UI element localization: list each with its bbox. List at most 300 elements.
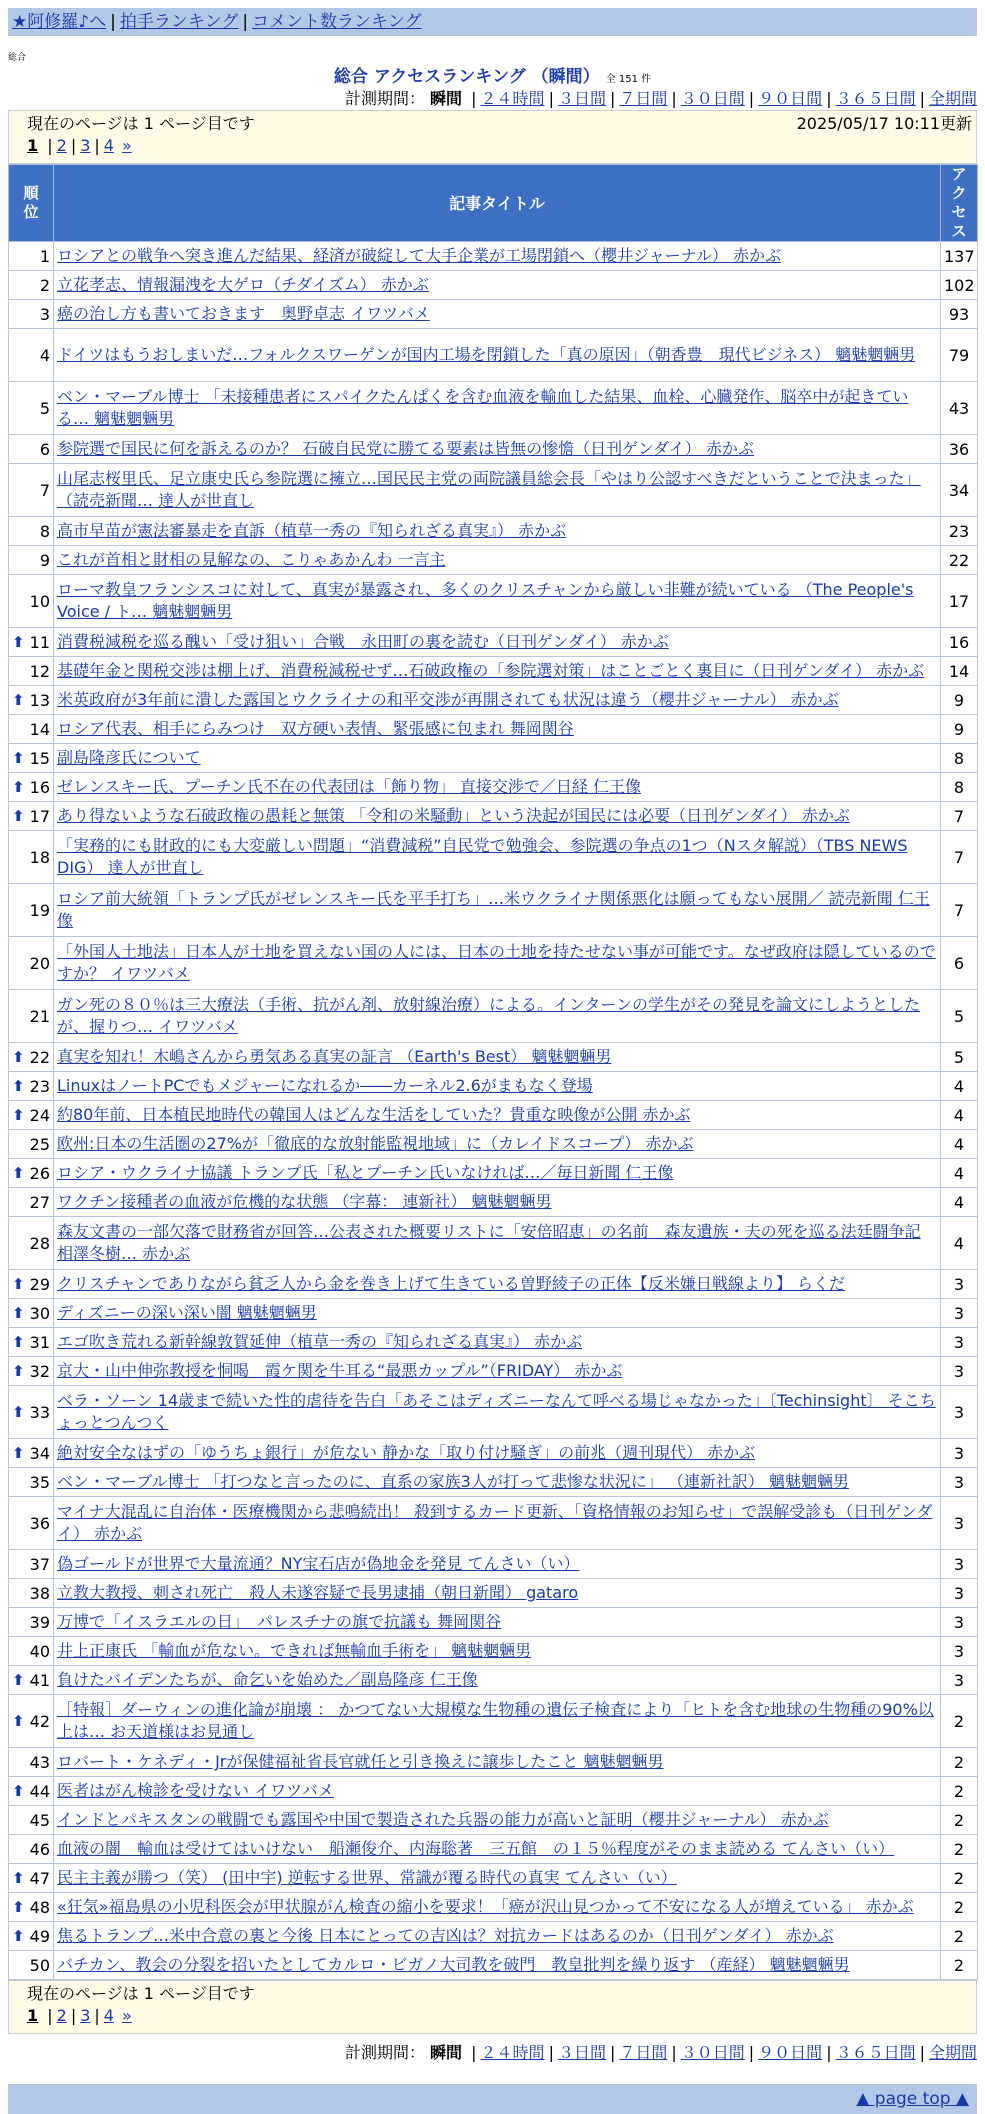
rank-cell — [9, 546, 54, 575]
ranking-title: 総合 アクセスランキング （瞬間） — [333, 67, 600, 87]
title-cell — [54, 1386, 941, 1439]
title-cell — [54, 1217, 941, 1270]
table-row — [9, 1299, 978, 1328]
article-link[interactable]: ロシア代表、相手にらみつけ 双方硬い表情、緊張感に包まれ 舞岡関谷 — [57, 719, 574, 738]
rank-cell — [9, 1159, 54, 1188]
article-link[interactable]: 民主主義が勝つ（笑） (田中宇) 逆転する世界、常識が覆る時代の真実 てんさい（い） — [57, 1868, 677, 1887]
table-row — [9, 242, 978, 271]
rank-cell — [9, 242, 54, 271]
current-page-text: 現在のページは 1 ページ目です — [27, 114, 255, 133]
period-selector — [0, 88, 977, 110]
page-link-bottom[interactable]: 2 — [56, 2006, 67, 2025]
access-count: 7 — [941, 884, 978, 937]
title-cell — [54, 1951, 941, 1980]
rank-cell — [9, 382, 54, 435]
rank-cell — [9, 1101, 54, 1130]
table-row — [9, 831, 978, 884]
title-cell — [54, 715, 941, 744]
title-cell — [54, 1497, 941, 1550]
period-label-bottom: 計測期間： — [344, 2043, 425, 2062]
period-separator: | — [671, 2043, 677, 2062]
period-separator: | — [826, 2043, 832, 2062]
title-cell — [54, 1550, 941, 1579]
period-selector-bottom — [0, 2042, 977, 2064]
table-row — [9, 300, 978, 329]
table-row — [9, 1777, 978, 1806]
access-count: 43 — [941, 382, 978, 435]
article-link[interactable]: 基礎年金と関税交渉は棚上げ、消費税減税せず…石破政権の「参院選対策」はことごとく裏目に（日刊ゲンダイ） 赤かぶ — [57, 661, 925, 680]
rank-cell — [9, 464, 54, 517]
period-option-link-bottom[interactable]: ２４時間 — [480, 2043, 545, 2062]
rank-number: 37 — [29, 1554, 50, 1574]
article-link[interactable]: ローマ教皇フランシスコに対して、真実が暴露され、多くのクリスチャンから厳しい非難が続いている （The People's Voice / ト… 魑魅魍魎男 — [57, 580, 914, 621]
rank-number: 10 — [29, 591, 50, 611]
access-count: 23 — [941, 517, 978, 546]
article-link[interactable]: ［特報］ダーウィンの進化論が崩壊 ： かつてない大規模な生物種の遺伝子検査により「ヒトを含む地球の生物種の90%以上は… お天道様はお見通し — [57, 1700, 934, 1741]
table-row — [9, 1695, 978, 1748]
rank-up-arrow-icon: ⬆ — [12, 777, 25, 796]
table-row — [9, 990, 978, 1043]
table-row — [9, 546, 978, 575]
rank-number: 20 — [29, 953, 50, 973]
rank-cell — [9, 1072, 54, 1101]
article-link[interactable]: これが首相と財相の見解なの、こりゃあかんわ 一言主 — [57, 550, 446, 569]
title-cell — [54, 271, 941, 300]
period-separator: | — [548, 2043, 554, 2062]
access-count: 3 — [941, 1468, 978, 1497]
rank-number: 9 — [39, 550, 50, 570]
title-cell — [54, 1637, 941, 1666]
rank-up-arrow-icon: ⬆ — [12, 1711, 25, 1730]
nav-separator: | — [110, 12, 116, 32]
article-link[interactable]: ワクチン接種者の血液が危機的な状態 （字幕： 連新社） 魑魅魍魎男 — [57, 1192, 552, 1211]
period-option-link[interactable]: ７日間 — [619, 89, 668, 108]
article-link[interactable]: あり得ないような石破政権の愚耗と無策 「令和の米騒動」という決起が国民には必要（日刊ゲンダイ） 赤かぶ — [57, 806, 850, 825]
category-label: 総合 — [8, 53, 27, 63]
rank-number: 35 — [29, 1472, 50, 1492]
period-option-link[interactable]: ３日間 — [557, 89, 606, 108]
title-cell — [54, 628, 941, 657]
article-link[interactable]: エゴ吹き荒れる新幹線敦賀延伸（植草一秀の『知られざる真実』） 赤かぶ — [57, 1332, 583, 1351]
next-page-link[interactable]: » — [121, 136, 132, 155]
rank-up-arrow-icon: ⬆ — [12, 1402, 25, 1421]
title-cell — [54, 802, 941, 831]
access-count: 2 — [941, 1922, 978, 1951]
table-row — [9, 657, 978, 686]
rank-cell — [9, 575, 54, 628]
rank-up-arrow-icon: ⬆ — [12, 1303, 25, 1322]
article-link[interactable]: バチカン、教会の分裂を招いたとしてカルロ・ビガノ大司教を破門 教皇批判を繰り返す （産経） 魑魅魍魎男 — [57, 1955, 850, 1974]
rank-number: 5 — [39, 398, 50, 418]
rank-cell — [9, 773, 54, 802]
page-separator: | — [70, 136, 77, 155]
period-option-link[interactable]: ３０日間 — [680, 89, 745, 108]
table-row — [9, 1357, 978, 1386]
title-cell — [54, 1893, 941, 1922]
article-link[interactable]: 血液の闇 輸血は受けてはいけない 船瀬俊介、内海聡著 三五館 の１５％程度がそのまま読める てんさい（い） — [57, 1839, 895, 1858]
article-link[interactable]: 欧州:日本の生活圏の27%が「徹底的な放射能監視地域」に（カレイドスコープ） 赤かぶ — [57, 1134, 694, 1153]
rank-number: 22 — [29, 1047, 50, 1067]
title-cell — [54, 1357, 941, 1386]
title-cell — [54, 1101, 941, 1130]
title-cell — [54, 464, 941, 517]
article-link[interactable]: 森友文書の一部欠落で財務省が回答…公表された概要リストに「安倍昭恵」の名前 森友遺族・夫の死を巡る法廷闘争記 相澤冬樹… 赤かぶ — [57, 1222, 921, 1263]
access-count: 3 — [941, 1637, 978, 1666]
title-cell — [54, 1299, 941, 1328]
table-row — [9, 1835, 978, 1864]
article-link[interactable]: ベン・マーブル博士 「打つなと言ったのに、直系の家族3人が打って悲惨な状況に」 （連新社訳） 魑魅魍魎男 — [57, 1472, 849, 1491]
table-row — [9, 1043, 978, 1072]
current-page-number-bottom: 1 — [27, 2006, 39, 2025]
rank-cell — [9, 271, 54, 300]
rank-up-arrow-icon: ⬆ — [12, 1274, 25, 1293]
table-row — [9, 1130, 978, 1159]
access-count: 4 — [941, 1188, 978, 1217]
access-count: 4 — [941, 1217, 978, 1270]
title-cell — [54, 990, 941, 1043]
article-link[interactable]: 立花孝志、情報漏洩を大ゲロ（チダイズム） 赤かぶ — [57, 275, 429, 294]
access-count: 2 — [941, 1748, 978, 1777]
page-separator: | — [47, 2006, 53, 2025]
page-separator: | — [94, 136, 100, 155]
rank-cell — [9, 1893, 54, 1922]
article-link[interactable]: 「実務的にも財政的にも大変厳しい問題」“消費減税”自民党で勉強会、参院選の争点の1つ（Nスタ解説）（TBS NEWS DIG） 達人が世直し — [57, 836, 908, 877]
page-link[interactable]: 2 — [56, 136, 67, 155]
page-links — [27, 135, 970, 157]
table-row — [9, 1922, 978, 1951]
period-option-link[interactable]: 全期間 — [928, 89, 977, 108]
rank-number: 39 — [29, 1612, 50, 1632]
article-link[interactable]: ディズニーの深い深い闇 魑魅魍魎男 — [57, 1303, 317, 1322]
table-row — [9, 575, 978, 628]
access-count: 137 — [941, 242, 978, 271]
table-row — [9, 1864, 978, 1893]
access-count: 3 — [941, 1270, 978, 1299]
rank-cell — [9, 1270, 54, 1299]
article-link[interactable]: ロバート・ケネディ・Jrが保健福祉省長官就任と引き換えに譲歩したこと 魑魅魍魎男 — [57, 1752, 664, 1771]
article-link[interactable]: 焦るトランプ…米中合意の裏と今後 日本にとっての吉凶は？対抗カードはあるのか（日刊ゲンダイ） 赤かぶ — [57, 1926, 834, 1945]
rank-cell — [9, 1439, 54, 1468]
article-link[interactable]: 真実を知れ！木嶋さんから勇気ある真実の証言 （Earth's Best） 魑魅魍魎男 — [57, 1047, 612, 1066]
table-header-row — [9, 165, 978, 242]
page-link-bottom[interactable]: 3 — [80, 2006, 91, 2025]
article-link[interactable]: 米英政府が3年前に潰した露国とウクライナの和平交渉が再開されても状況は違う（櫻井ジャーナル） 赤かぶ — [57, 690, 839, 709]
table-row — [9, 1608, 978, 1637]
title-cell — [54, 1188, 941, 1217]
title-cell — [54, 1748, 941, 1777]
access-count: 14 — [941, 657, 978, 686]
table-row — [9, 1637, 978, 1666]
rank-number: 46 — [29, 1839, 50, 1859]
rank-cell — [9, 1864, 54, 1893]
rank-up-arrow-icon: ⬆ — [12, 1105, 25, 1124]
rank-number: 34 — [29, 1443, 50, 1463]
rank-number: 4 — [39, 345, 50, 365]
rank-cell — [9, 329, 54, 382]
title-cell — [54, 686, 941, 715]
title-cell — [54, 1439, 941, 1468]
article-link[interactable]: ロシア・ウクライナ協議 トランプ氏「私とプーチン氏いなければ…／毎日新聞 仁王像 — [57, 1163, 674, 1182]
rank-cell — [9, 884, 54, 937]
ranking-table-body — [9, 242, 978, 1980]
article-link[interactable]: ベン・マーブル博士 「未接種患者にスパイクたんぱくを含む血液を輸血した結果、血栓、心臓発作、脳卒中が起きている… 魑魅魍魎男 — [57, 387, 909, 428]
table-row — [9, 628, 978, 657]
total-count: 全 151 件 — [605, 74, 652, 85]
article-link[interactable]: LinuxはノートPCでもメジャーになれるか――カーネル2.6がまもなく登場 — [57, 1076, 593, 1095]
article-link[interactable]: 約80年前、日本植民地時代の韓国人はどんな生活をしていた？貴重な映像が公開 赤かぶ — [57, 1105, 691, 1124]
access-count: 2 — [941, 1806, 978, 1835]
access-count: 3 — [941, 1357, 978, 1386]
article-link[interactable]: ドイツはもうおしまいだ…フォルクスワーゲンが国内工場を閉鎖した「真の原因」（朝香豊 現代ビジネス） 魑魅魍魎男 — [57, 345, 916, 364]
rank-cell — [9, 1299, 54, 1328]
article-link[interactable]: ゼレンスキー氏、プーチン氏不在の代表団は「飾り物」 直接交渉で／日経 仁王像 — [57, 777, 642, 796]
rank-number: 38 — [29, 1583, 50, 1603]
rank-number: 29 — [29, 1274, 50, 1294]
title-cell — [54, 937, 941, 990]
current-page-number: 1 — [27, 136, 39, 155]
article-link[interactable]: 参院選で国民に何を訴えるのか？ 石破自民党に勝てる要素は皆無の惨憺（日刊ゲンダイ） 赤かぶ — [57, 439, 754, 458]
title-cell — [54, 329, 941, 382]
period-option-link-bottom[interactable]: ９０日間 — [758, 2043, 823, 2062]
table-row — [9, 1439, 978, 1468]
rank-number: 18 — [29, 847, 50, 867]
rank-number: 33 — [29, 1402, 50, 1422]
table-row — [9, 1468, 978, 1497]
rank-number: 11 — [29, 632, 50, 652]
table-row — [9, 686, 978, 715]
access-count: 7 — [941, 831, 978, 884]
article-link[interactable]: 「外国人土地法」日本人が土地を買えない国の人には、日本の土地を持たせない事が可能です。なぜ政府は隠しているのですか？ イワツバメ — [57, 942, 936, 983]
rank-cell — [9, 1043, 54, 1072]
page-link-bottom[interactable]: 4 — [103, 2006, 114, 2025]
title-cell — [54, 744, 941, 773]
rank-up-arrow-icon: ⬆ — [12, 748, 25, 767]
rank-cell — [9, 1386, 54, 1439]
table-row — [9, 1893, 978, 1922]
rank-up-arrow-icon: ⬆ — [12, 1332, 25, 1351]
article-link[interactable]: ロシアとの戦争へ突き進んだ結果、経済が破綻して大手企業が工場閉鎖へ（櫻井ジャーナル） 赤かぶ — [57, 246, 781, 265]
rank-number: 42 — [29, 1711, 50, 1731]
table-row — [9, 1951, 978, 1980]
rank-cell — [9, 517, 54, 546]
access-count: 2 — [941, 1864, 978, 1893]
article-link[interactable]: 高市早苗が憲法審暴走を直訴（植草一秀の『知られざる真実』） 赤かぶ — [57, 521, 567, 540]
article-link[interactable]: ガン死の８０％は三大療法（手術、抗がん剤、放射線治療）による。インターンの学生がその発見を論文にしようとしたが、握りつ… イワツバメ — [57, 995, 921, 1036]
rank-number: 44 — [29, 1781, 50, 1801]
period-option-link[interactable]: ９０日間 — [758, 89, 823, 108]
applause-ranking-link[interactable]: 拍手ランキング — [119, 12, 239, 32]
page-link[interactable]: 3 — [80, 136, 91, 155]
access-count: 2 — [941, 1893, 978, 1922]
title-cell — [54, 517, 941, 546]
title-cell — [54, 831, 941, 884]
article-link[interactable]: 山尾志桜里氏、足立康史氏ら参院選に擁立…国民民主党の両院議員総会長「やはり公認すべきだということで決まった」（読売新聞… 達人が世直し — [57, 469, 921, 510]
title-cell — [54, 300, 941, 329]
rank-cell — [9, 1550, 54, 1579]
article-link[interactable]: 負けたバイデンたちが、命乞いを始めた／副島隆彦 仁王像 — [57, 1670, 478, 1689]
rank-cell — [9, 1806, 54, 1835]
page-links-bottom — [27, 2005, 970, 2027]
rank-up-arrow-icon: ⬆ — [12, 1163, 25, 1182]
rank-cell — [9, 990, 54, 1043]
table-row — [9, 1217, 978, 1270]
article-link[interactable]: インドとパキスタンの戦闘でも露国や中国で製造された兵器の能力が高いと証明（櫻井ジャーナル） 赤かぶ — [57, 1810, 829, 1829]
access-count: 3 — [941, 1550, 978, 1579]
period-separator: | — [919, 89, 925, 108]
access-count: 2 — [941, 1695, 978, 1748]
access-count: 9 — [941, 686, 978, 715]
rank-number: 12 — [29, 661, 50, 681]
table-row — [9, 382, 978, 435]
table-row — [9, 802, 978, 831]
table-row — [9, 1666, 978, 1695]
rank-number: 36 — [29, 1513, 50, 1533]
table-row — [9, 1497, 978, 1550]
table-row — [9, 1806, 978, 1835]
rank-number: 30 — [29, 1303, 50, 1323]
article-link[interactable]: 立教大教授、刺され死亡 殺人未遂容疑で長男逮捕（朝日新聞） gataro — [57, 1583, 579, 1602]
table-row — [9, 773, 978, 802]
page-link[interactable]: 4 — [103, 136, 114, 155]
article-link[interactable]: マイナ大混乱に自治体・医療機関から悲鳴続出！ 殺到するカード更新、「資格情報のお知らせ」で誤解受診も（日刊ゲンダイ） 赤かぶ — [57, 1502, 933, 1543]
access-count: 3 — [941, 1439, 978, 1468]
title-cell — [54, 1328, 941, 1357]
rank-number: 28 — [29, 1233, 50, 1253]
rank-cell — [9, 1951, 54, 1980]
rank-cell — [9, 715, 54, 744]
page-separator: | — [47, 136, 53, 155]
home-link[interactable]: ★阿修羅♪へ — [12, 12, 107, 32]
period-separator: | — [548, 89, 554, 108]
article-link[interactable]: 万博で「イスラエルの日」 パレスチナの旗で抗議も 舞岡関谷 — [57, 1612, 502, 1631]
period-option-link-bottom[interactable]: ７日間 — [619, 2043, 668, 2062]
updated-timestamp: 2025/05/17 10:11更新 — [796, 114, 972, 133]
rank-number: 32 — [29, 1361, 50, 1381]
rank-cell — [9, 1217, 54, 1270]
access-count: 3 — [941, 1666, 978, 1695]
table-row — [9, 329, 978, 382]
article-link[interactable]: 井上正康氏 「輸血が危ない。できれば無輸血手術を」 魑魅魍魎男 — [57, 1641, 532, 1660]
period-option-link-bottom[interactable]: 全期間 — [928, 2043, 977, 2062]
rank-cell — [9, 744, 54, 773]
rank-number: 16 — [29, 777, 50, 797]
table-row — [9, 1101, 978, 1130]
rank-up-arrow-icon: ⬆ — [12, 1443, 25, 1462]
title-cell — [54, 546, 941, 575]
rank-cell — [9, 435, 54, 464]
rank-number: 2 — [39, 275, 50, 295]
rank-up-arrow-icon: ⬆ — [12, 1781, 25, 1800]
period-option-link-bottom[interactable]: ３０日間 — [680, 2043, 745, 2062]
table-row — [9, 884, 978, 937]
ranking-heading — [0, 66, 985, 88]
nav-separator: | — [242, 12, 249, 32]
article-link[interactable]: 京大・山中伸弥教授を恫喝 霞ケ関を牛耳る“最悪カップル”（FRIDAY） 赤かぶ — [57, 1361, 623, 1380]
article-link[interactable]: クリスチャンでありながら貧乏人から金を巻き上げて生きている曽野綾子の正体【反米嫌日戦線より】 らくだ — [57, 1274, 845, 1293]
table-row — [9, 1328, 978, 1357]
period-separator: | — [826, 89, 832, 108]
table-row — [9, 1748, 978, 1777]
period-separator: | — [471, 89, 477, 108]
title-header: 記事タイトル — [54, 165, 941, 242]
rank-number: 3 — [39, 304, 50, 324]
table-row — [9, 1072, 978, 1101]
title-cell — [54, 1043, 941, 1072]
rank-cell — [9, 1579, 54, 1608]
rank-cell — [9, 1497, 54, 1550]
article-link[interactable]: 消費税減税を巡る醜い「受け狙い」合戦 永田町の裏を読む（日刊ゲンダイ） 赤かぶ — [57, 632, 669, 651]
rank-up-arrow-icon: ⬆ — [12, 806, 25, 825]
period-current: 瞬間 — [430, 89, 463, 108]
title-cell — [54, 884, 941, 937]
rank-number: 47 — [29, 1868, 50, 1888]
article-link[interactable]: 癌の治し方も書いておきます 奥野卓志 イワツバメ — [57, 304, 430, 323]
access-count: 9 — [941, 715, 978, 744]
article-link[interactable]: 絶対安全なはずの「ゆうちょ銀行」が危ない 静かな「取り付け騒ぎ」の前兆（週刊現代） 赤かぶ — [57, 1443, 756, 1462]
rank-number: 6 — [39, 439, 50, 459]
title-cell — [54, 1072, 941, 1101]
period-separator: | — [919, 2043, 925, 2062]
rank-cell — [9, 628, 54, 657]
page-top-link[interactable]: ▲ page top ▲ — [856, 2089, 969, 2109]
article-link[interactable]: ロシア前大統領「トランプ氏がゼレンスキー氏を平手打ち」…米ウクライナ関係悪化は願ってもない展開／ 読売新聞 仁王像 — [57, 889, 930, 930]
page-separator: | — [70, 2006, 77, 2025]
period-separator: | — [609, 89, 616, 108]
rank-number: 17 — [29, 806, 50, 826]
period-current-bottom: 瞬間 — [430, 2043, 463, 2062]
access-count: 17 — [941, 575, 978, 628]
rank-cell — [9, 1468, 54, 1497]
article-link[interactable]: ベラ・ソーン 14歳まで続いた性的虐待を告白「あそこはディズニーなんて呼べる場じゃなかった」〔Techinsight〕 そこちょっとつんつく — [57, 1391, 936, 1432]
period-separator: | — [471, 2043, 477, 2062]
table-row — [9, 937, 978, 990]
rank-number: 21 — [29, 1006, 50, 1026]
article-link[interactable]: 副島隆彦氏について — [57, 748, 201, 767]
article-link[interactable]: 偽ゴールドが世界で大量流通？NY宝石店が偽地金を発見 てんさい（い） — [57, 1554, 580, 1573]
article-link[interactable]: «狂気»福島県の小児科医会が甲状腺がん検査の縮小を要求！「癌が沢山見つかって不安になる人が増えている」 赤かぶ — [57, 1897, 914, 1916]
access-count: 4 — [941, 1159, 978, 1188]
period-option-link[interactable]: ２４時間 — [480, 89, 545, 108]
comment-ranking-link[interactable]: コメント数ランキング — [252, 12, 422, 32]
pager-bottom — [8, 1980, 977, 2034]
access-count: 16 — [941, 628, 978, 657]
rank-cell — [9, 686, 54, 715]
period-option-link[interactable]: ３６５日間 — [835, 89, 916, 108]
article-link[interactable]: 医者はがん検診を受けない イワツバメ — [57, 1781, 334, 1800]
period-separator: | — [609, 2043, 616, 2062]
access-count: 2 — [941, 1951, 978, 1980]
rank-up-arrow-icon: ⬆ — [12, 690, 25, 709]
next-page-link-bottom[interactable]: » — [121, 2006, 132, 2025]
period-option-link-bottom[interactable]: ３日間 — [557, 2043, 606, 2062]
access-count: 8 — [941, 744, 978, 773]
rank-number: 25 — [29, 1134, 50, 1154]
title-cell — [54, 242, 941, 271]
title-cell — [54, 1468, 941, 1497]
rank-number: 23 — [29, 1076, 50, 1096]
rank-number: 19 — [29, 900, 50, 920]
rank-cell — [9, 1695, 54, 1748]
rank-cell — [9, 1328, 54, 1357]
rank-number: 40 — [29, 1641, 50, 1661]
access-count: 79 — [941, 329, 978, 382]
table-row — [9, 1550, 978, 1579]
table-row — [9, 1188, 978, 1217]
period-option-link-bottom[interactable]: ３６５日間 — [835, 2043, 916, 2062]
access-count: 8 — [941, 773, 978, 802]
pager-top — [8, 110, 977, 164]
title-cell — [54, 382, 941, 435]
